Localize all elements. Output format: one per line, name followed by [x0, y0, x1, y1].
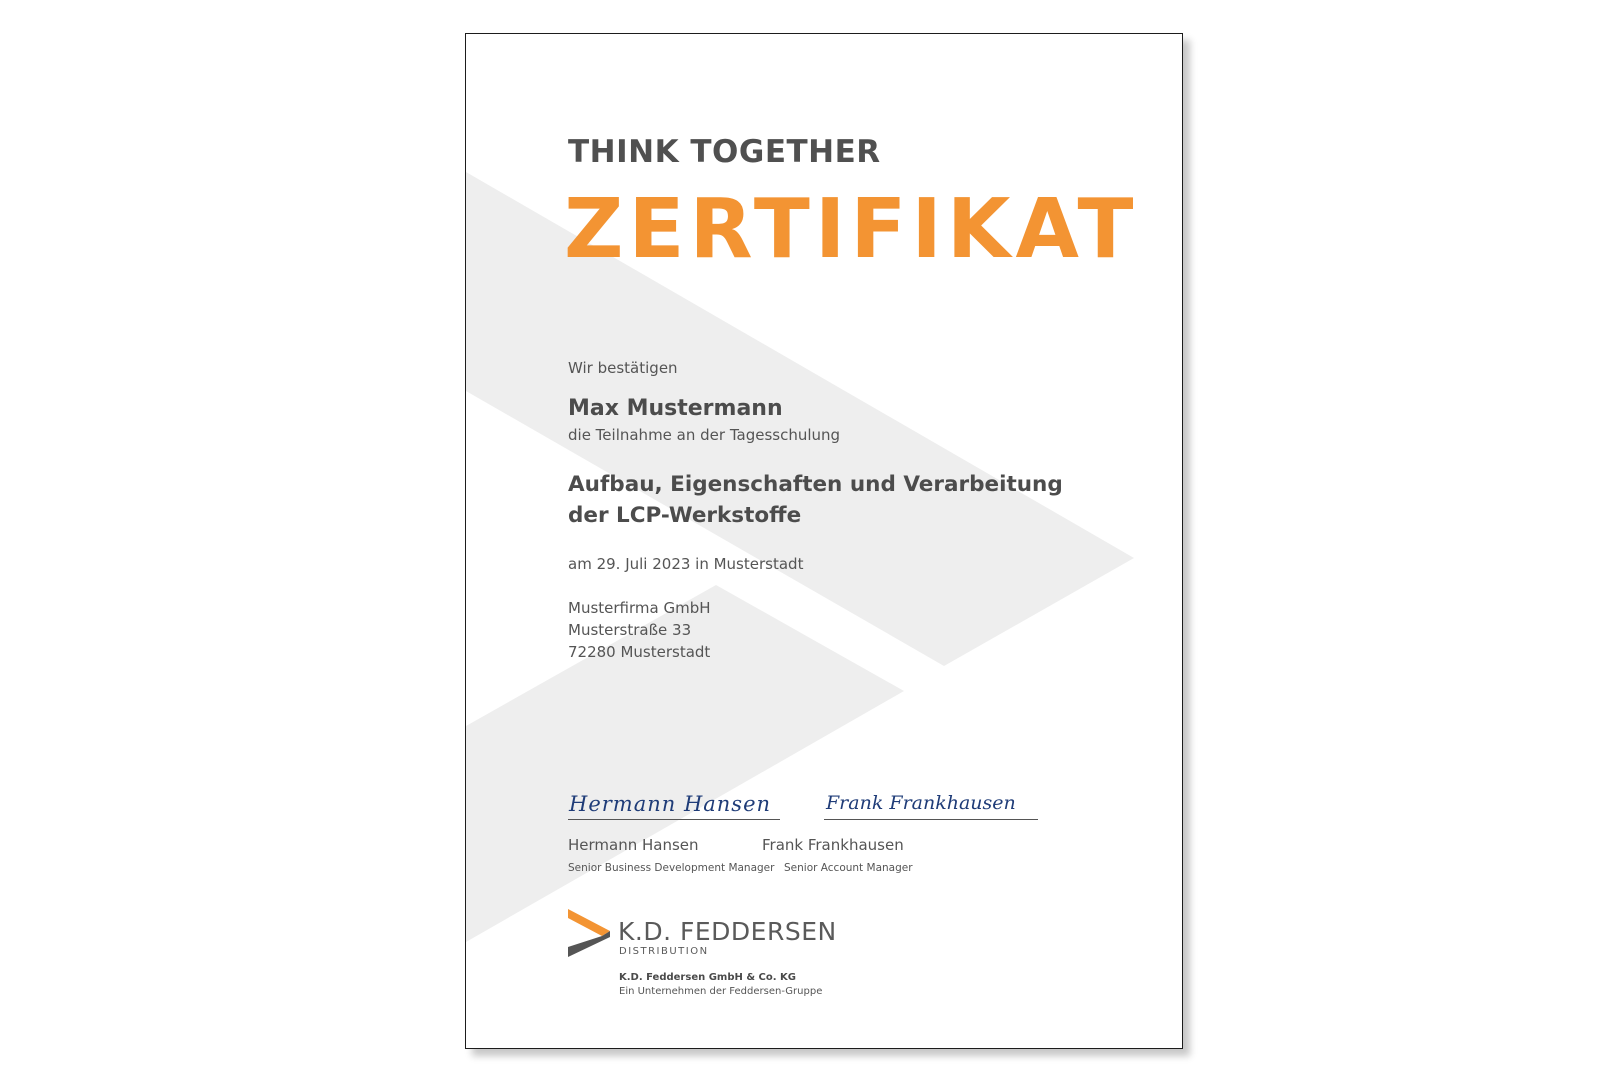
course-title-line-1: Aufbau, Eigenschaften und Verarbeitung [568, 472, 1063, 497]
signature-line-1 [568, 819, 780, 820]
tagline: THINK TOGETHER [568, 134, 881, 170]
address-block [568, 597, 711, 663]
feddersen-logo-icon [568, 909, 610, 957]
signature-line-2 [824, 819, 1038, 820]
address-street: Musterstraße 33 [568, 621, 692, 639]
logo-subtitle: DISTRIBUTION [619, 946, 709, 957]
intro-text: Wir bestätigen [568, 359, 678, 377]
date-location: am 29. Juli 2023 in Musterstadt [568, 555, 804, 573]
footer-company: K.D. Feddersen GmbH & Co. KG [619, 972, 796, 983]
signer-name-2: Frank Frankhausen [762, 836, 904, 854]
address-company: Musterfirma GmbH [568, 599, 711, 617]
signer-name-1: Hermann Hansen [568, 836, 699, 854]
participation-text: die Teilnahme an der Tagesschulung [568, 426, 841, 444]
certificate-page [465, 33, 1183, 1049]
certificate-title: ZERTIFIKAT [564, 182, 1139, 277]
address-city: 72280 Musterstadt [568, 643, 711, 661]
signer-role-2: Senior Account Manager [784, 862, 913, 874]
course-title-line-2: der LCP-Werkstoffe [568, 503, 802, 528]
signature-hermann-hansen: Hermann Hansen [569, 792, 772, 816]
logo-wordmark: K.D. FEDDERSEN [618, 917, 837, 946]
signature-frank-frankhausen: Frank Frankhausen [826, 792, 1016, 814]
signer-role-1: Senior Business Development Manager [568, 862, 775, 874]
course-title [568, 469, 1063, 531]
footer-group: Ein Unternehmen der Feddersen-Gruppe [619, 986, 823, 997]
participant-name: Max Mustermann [568, 396, 783, 421]
